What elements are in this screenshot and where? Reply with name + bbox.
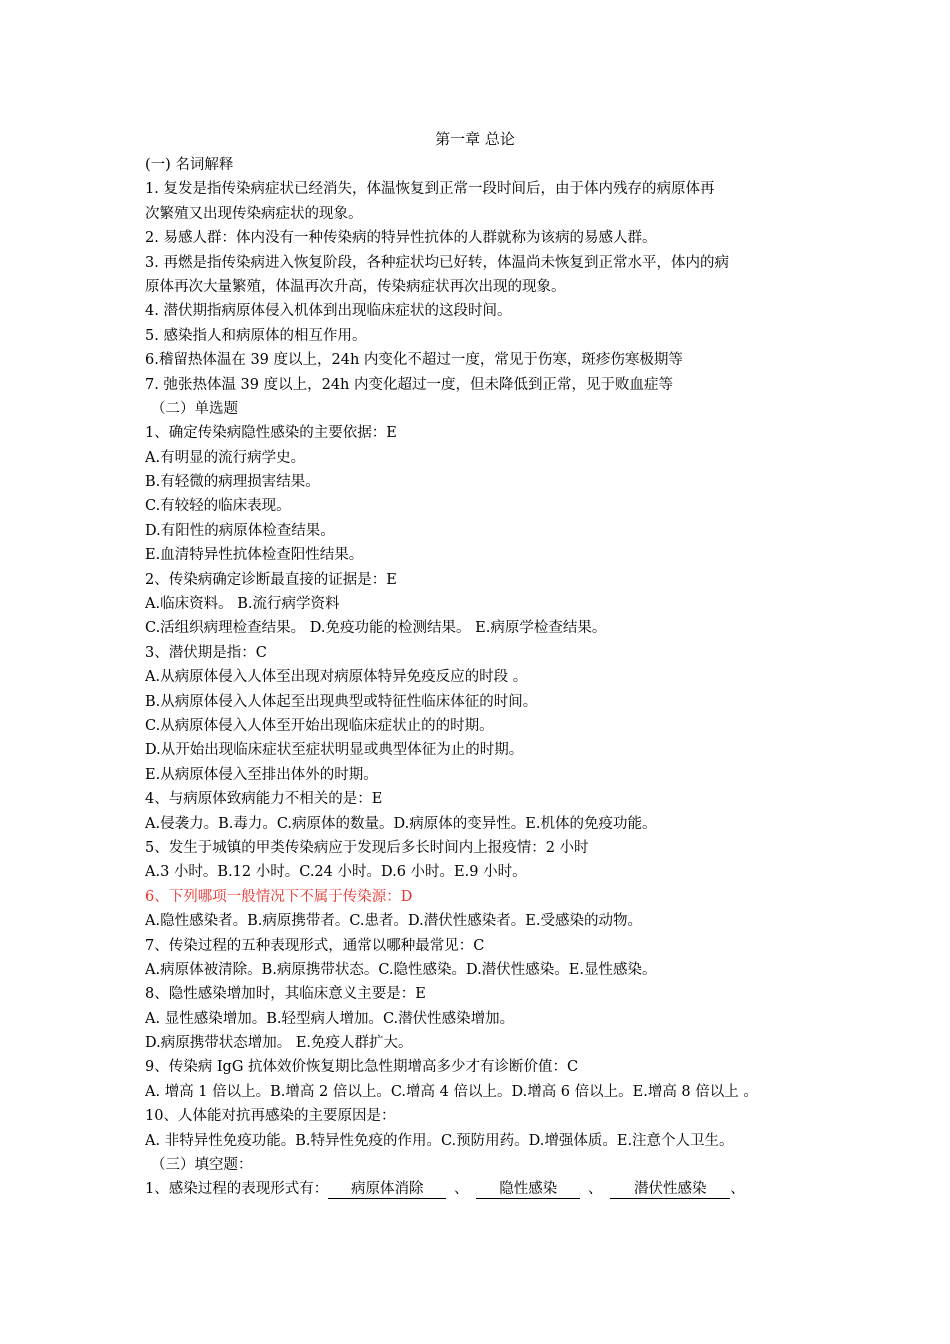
text-line: 7. 弛张热体温 39 度以上，24h 内变化超过一度，但未降低到正常，见于败血症等 [145,376,674,393]
option-line: E.血清特异性抗体检查阳性结果。 [145,547,364,564]
option-line: A.侵袭力。B.毒力。C.病原体的数量。D.病原体的变异性。E.机体的免疫功能。 [145,815,657,832]
option-line: D.从开始出现临床症状至症状明显或典型体征为止的时期。 [145,742,524,759]
section-heading: (一) 名词解释 [145,157,234,173]
text-line: 次繁殖又出现传染病症状的现象。 [145,205,363,222]
option-line: E.从病原体侵入至排出体外的时期。 [145,766,378,783]
fill-blank-question [145,1177,825,1201]
option-line: A.从病原体侵入人体至出现对病原体特异免疫反应的时段 。 [145,669,528,686]
option-line: A.隐性感染者。B.病原携带者。C.患者。D.潜伏性感染者。E.受感染的动物。 [145,913,642,930]
option-line: A.病原体被清除。B.病原携带状态。C.隐性感染。D.潜伏性感染。E.显性感染。 [145,961,657,978]
option-line: A.3 小时。B.12 小时。C.24 小时。D.6 小时。E.9 小时。 [145,864,527,881]
chapter-title: 第一章 总论 [435,130,515,148]
text-line: 1. 复发是指传染病症状已经消失，体温恢复到正常一段时间后，由于体内残存的病原体再 [145,181,715,198]
option-line: B.有轻微的病理损害结果。 [145,474,320,491]
highlighted-question-line: 6、下列哪项一般情况下不属于传染源：D [145,888,413,905]
text-line: 5. 感染指人和病原体的相互作用。 [145,327,367,344]
answer-blank: 病原体消除 [328,1180,446,1199]
text-line: 4. 潜伏期指病原体侵入机体到出现临床症状的这段时间。 [145,303,512,320]
question-line: 5、发生于城镇的甲类传染病应于发现后多长时间内上报疫情：2 小时 [145,839,589,856]
option-line: C.活组织病理检查结果。 D.免疫功能的检测结果。 E.病原学检查结果。 [145,620,607,637]
separator: 、 [453,1181,469,1198]
fill-blank-prompt: 1、感染过程的表现形式有： [145,1181,329,1198]
option-line: C.从病原体侵入人体至开始出现临床症状止的的时期。 [145,717,494,734]
option-line: B.从病原体侵入人体起至出现典型或特征性临床体征的时间。 [145,693,538,710]
text-line: 原体再次大量繁殖，体温再次升高，传染病症状再次出现的现象。 [145,278,566,295]
option-line: D.有阳性的病原体检查结果。 [145,522,335,539]
question-line: 8、隐性感染增加时，其临床意义主要是：E [145,986,426,1003]
question-line: 4、与病原体致病能力不相关的是：E [145,791,383,808]
question-line: 3、潜伏期是指：C [145,644,267,661]
option-line: C.有较轻的临床表现。 [145,498,291,515]
option-line: A.有明显的流行病学史。 [145,449,306,466]
text-line: 6.稽留热体温在 39 度以上，24h 内变化不超过一度，常见于伤寒，斑疹伤寒极期等 [145,352,683,369]
option-line: A.临床资料。 B.流行病学资料 [145,596,340,613]
question-line: 7、传染过程的五种表现形式，通常以哪种最常见：C [145,937,485,954]
answer-blank: 潜伏性感染 [610,1180,730,1199]
option-line: A. 增高 1 倍以上。B.增高 2 倍以上。C.增高 4 倍以上。D.增高 6 倍以上。E.增高 8 倍以上 。 [145,1083,758,1100]
option-line: D.病原携带状态增加。 E.免疫人群扩大。 [145,1035,413,1052]
text-line: 2. 易感人群：体内没有一种传染病的特异性抗体的人群就称为该病的易感人群。 [145,230,657,247]
question-line: 9、传染病 IgG 抗体效价恢复期比急性期增高多少才有诊断价值：C [145,1059,579,1076]
answer-blank: 隐性感染 [476,1180,580,1199]
option-line: A. 非特异性免疫功能。B.特异性免疫的作用。C.预防用药。D.增强体质。E.注意个人卫生。 [145,1132,734,1149]
separator: 、 [730,1181,745,1198]
option-line: A. 显性感染增加。B.轻型病人增加。C.潜伏性感染增加。 [145,1010,515,1027]
separator: 、 [587,1181,603,1198]
question-line: 1、确定传染病隐性感染的主要依据：E [145,425,397,442]
question-line: 10、人体能对抗再感染的主要原因是： [145,1108,396,1125]
document-body [145,153,825,1202]
section-heading: （三）填空题： [151,1157,253,1174]
section-heading: （二）单选题 [151,400,238,417]
question-line: 2、传染病确定诊断最直接的证据是：E [145,571,397,588]
text-line: 3. 再燃是指传染病进入恢复阶段，各种症状均已好转，体温尚未恢复到正常水平，体内的病 [145,254,729,271]
